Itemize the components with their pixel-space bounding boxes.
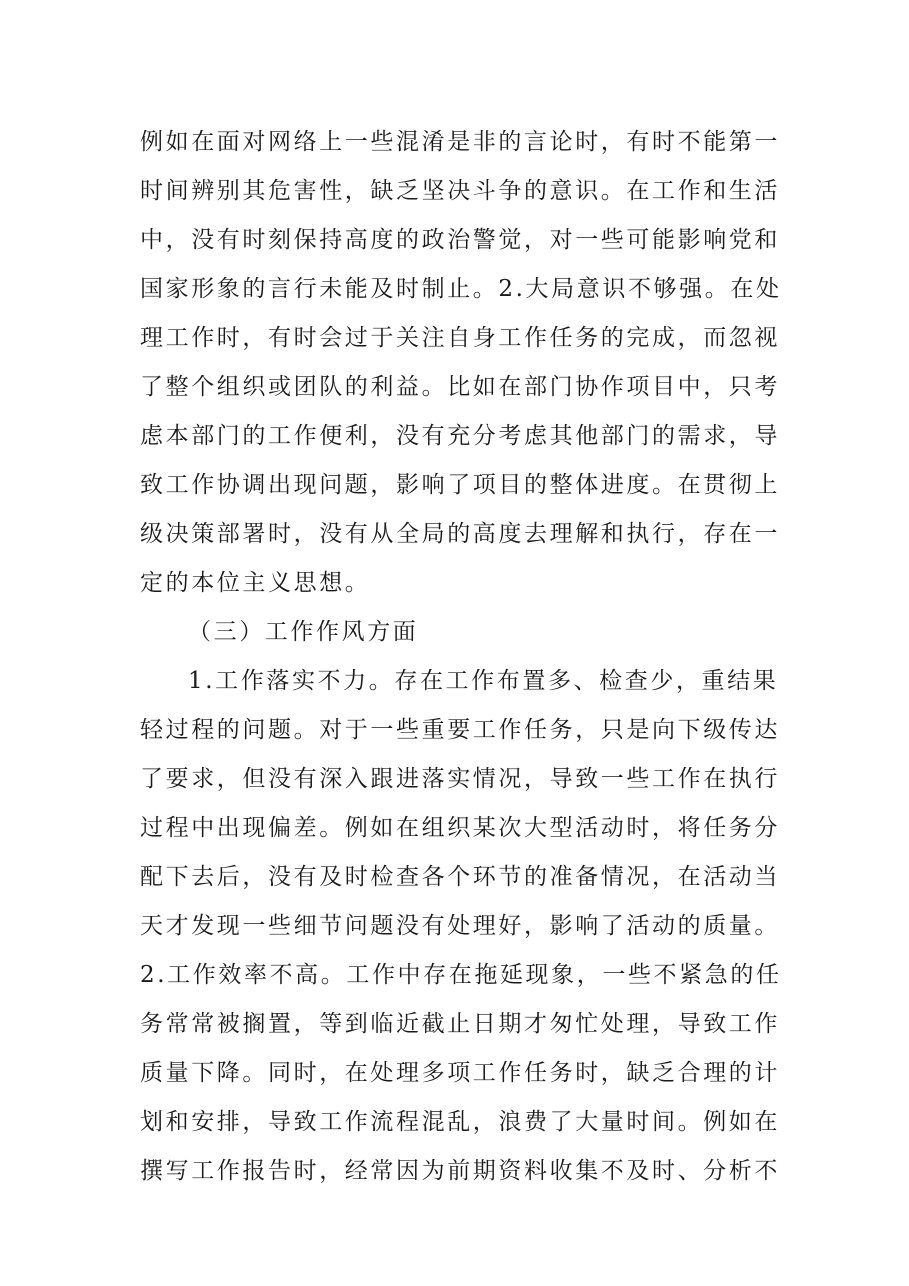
- text-line: 2.工作效率不高。工作中存在拖延现象，一些不紧急的任: [140, 962, 782, 988]
- text-line: 时间辨别其危害性，缺乏坚决斗争的意识。在工作和生活: [140, 178, 780, 204]
- text-line: 中，没有时刻保持高度的政治警觉，对一些可能影响党和: [140, 227, 780, 253]
- text-line: 务常常被搁置，等到临近截止日期才匆忙处理，导致工作: [140, 1011, 780, 1037]
- text-line: 例如在面对网络上一些混淆是非的言论时，有时不能第一: [140, 129, 780, 155]
- section-heading: （三）工作作风方面: [188, 619, 419, 645]
- text-line: 质量下降。同时，在处理多项工作任务时，缺乏合理的计: [140, 1060, 780, 1086]
- document-body: [140, 118, 780, 1196]
- text-line: 国家形象的言行未能及时制止。2.大局意识不够强。在处: [140, 276, 782, 302]
- text-line: 轻过程的问题。对于一些重要工作任务，只是向下级传达: [140, 717, 780, 743]
- text-line: 1.工作落实不力。存在工作布置多、检查少，重结果: [188, 668, 779, 694]
- text-line: 虑本部门的工作便利，没有充分考虑其他部门的需求，导: [140, 423, 780, 449]
- text-line: 定的本位主义思想。: [140, 570, 371, 596]
- text-line: 了整个组织或团队的利益。比如在部门协作项目中，只考: [140, 374, 780, 400]
- text-line: 划和安排，导致工作流程混乱，浪费了大量时间。例如在: [140, 1109, 780, 1135]
- text-line: 过程中出现偏差。例如在组织某次大型活动时，将任务分: [140, 815, 780, 841]
- text-line: 配下去后，没有及时检查各个环节的准备情况，在活动当: [140, 864, 780, 890]
- text-line: 理工作时，有时会过于关注自身工作任务的完成，而忽视: [140, 325, 780, 351]
- text-line: 了要求，但没有深入跟进落实情况，导致一些工作在执行: [140, 766, 780, 792]
- text-line: 撰写工作报告时，经常因为前期资料收集不及时、分析不: [140, 1158, 780, 1184]
- text-line: 天才发现一些细节问题没有处理好，影响了活动的质量。: [140, 913, 780, 939]
- text-line: 致工作协调出现问题，影响了项目的整体进度。在贯彻上: [140, 472, 780, 498]
- text-line: 级决策部署时，没有从全局的高度去理解和执行，存在一: [140, 521, 780, 547]
